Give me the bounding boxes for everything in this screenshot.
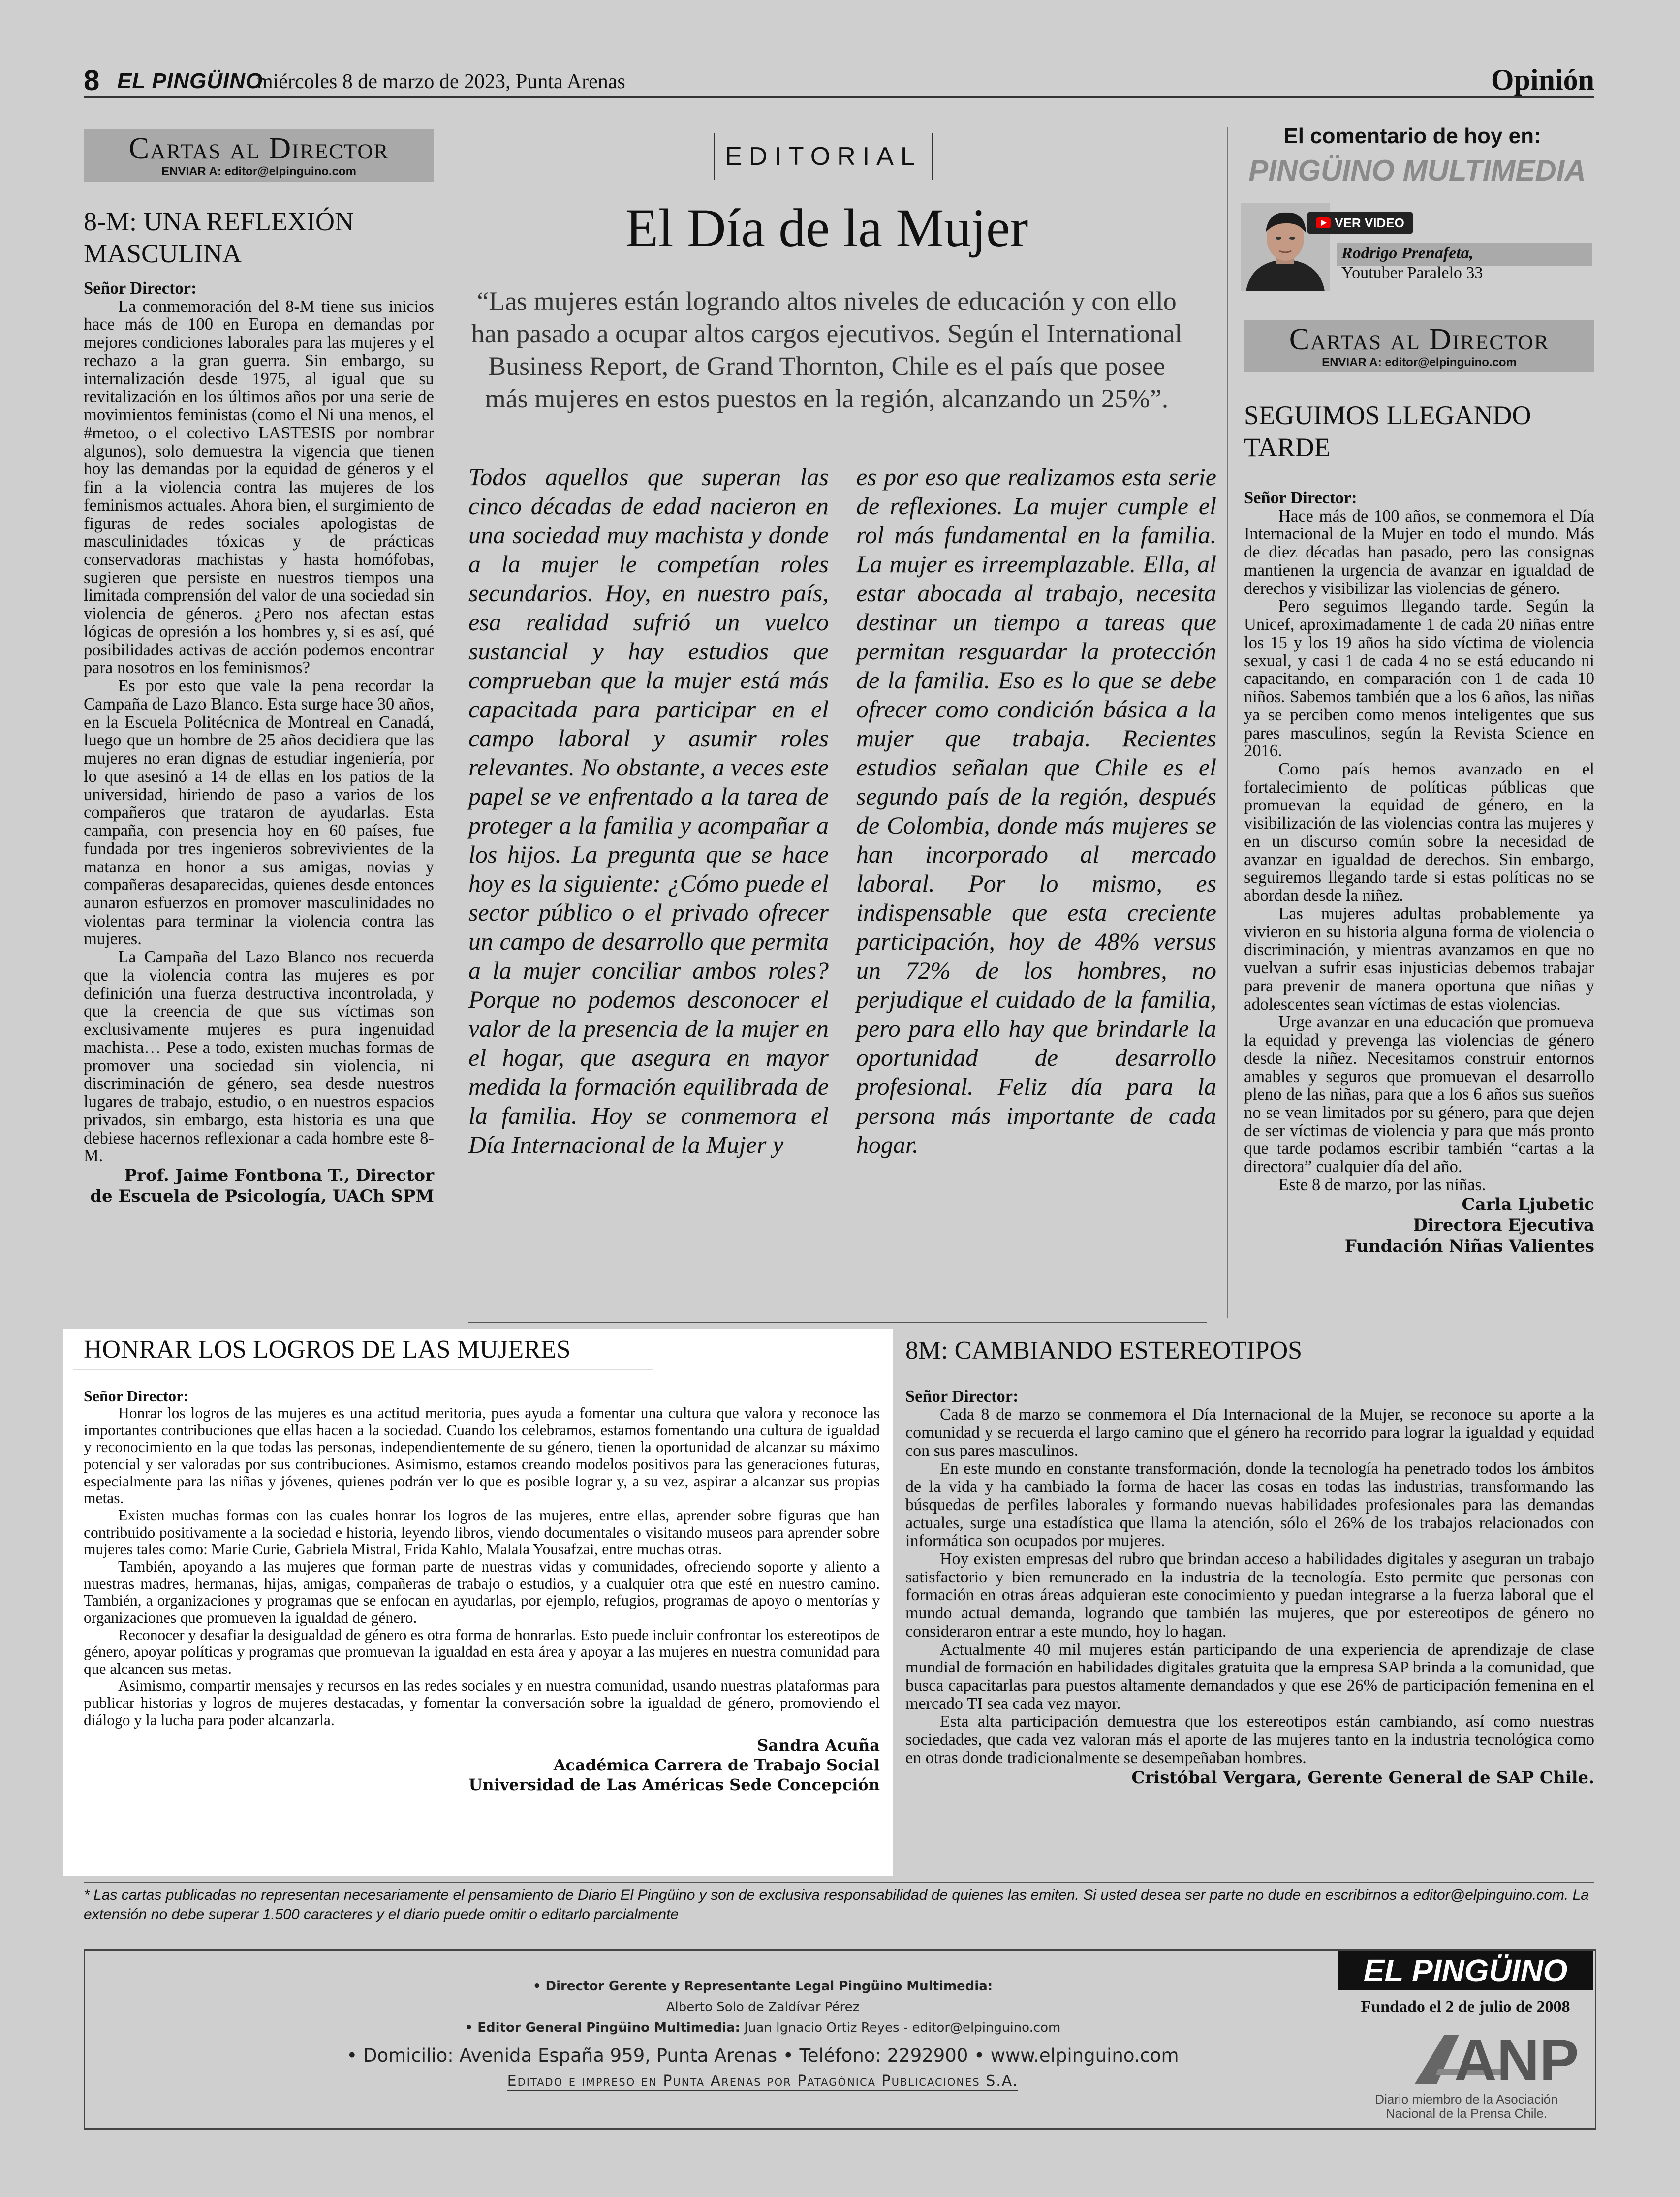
letter3-paragraph: Honrar los logros de las mujeres es una actitud meritoria, pues ayuda a fomentar una cultura que valora y reconoce las importantes contribuciones que ellas hacen a la sociedad. Cuando los celebramos, estamos fomentando una cultura de igualdad y reconocimiento en la que todas las personas, independientemente de su género, tienen la oportunidad de alcanzar su máximo potencial y ser valoradas por sus contribuciones. Asimismo, estamos creando modelos positivos para las generaciones futuras, especialmente para las niñas y jóvenes, quienes podrán ver lo que es posible lograr y, a su vez, aspirar a alcanzar sus propias metas. — [84, 1404, 880, 1507]
letter3-signature-line: Sandra Acuña — [757, 1736, 880, 1755]
anp-logo-text: ANP — [1454, 2027, 1579, 2093]
letter3-headline: HONRAR LOS LOGROS DE LAS MUJERES — [84, 1335, 571, 1363]
cartas-box-left — [84, 129, 434, 182]
letter1-headline — [84, 206, 438, 270]
founded-date: Fundado el 2 de julio de 2008 — [1361, 1998, 1570, 2016]
editorial-title: El Día de la Mujer — [625, 198, 1028, 258]
issue-date: miércoles 8 de marzo de 2023, Punta Arenas — [257, 70, 625, 93]
disclaimer-note: * Las cartas publicadas no representan necesariamente el pensamiento de Diario El Pingüino y son de exclusiva responsabilidad de quienes las emiten. Si usted desea ser parte no dude en escribirnos a editor@elpinguino.com. La extensión no debe superar 1.500 caracteres y el diario puede omitir o editarlo parcialmente — [84, 1887, 1589, 1922]
editorial-bottom-rule — [468, 1322, 1207, 1323]
letter3-paragraph: Reconocer y desafiar la desigualdad de género es otra forma de honrarlas. Esto puede incluir confrontar los estereotipos de género, apoyar políticas y programas que promuevan la igualdad en esta área y apoyar a las mujeres en nuestra comunidad para que alcancen sus metas. — [84, 1626, 880, 1677]
letter4-paragraph: Esta alta participación demuestra que los estereotipos están cambiando, así como nuestras sociedades, que cada vez valoran más el aporte de las mujeres tanto en la industria tecnológica como en otras donde tradicionalmente se desempeñaban hombres. — [905, 1712, 1594, 1767]
letter1-signature-line: de Escuela de Psicología, UACh SPM — [90, 1186, 434, 1207]
letter2-paragraph: Hace más de 100 años, se conmemora el Día Internacional de la Mujer en todo el mundo. Más de diez décadas han pasado, pero las consignas mantienen la urgencia de avanzar en igualdad de derechos y visibilizar las violencias de género. — [1244, 506, 1594, 598]
letter4-signature-line: Cristóbal Vergara, Gerente General de SAP Chile. — [1131, 1767, 1594, 1788]
anp-logo — [1407, 2022, 1579, 2093]
cartas-email: ENVIAR A: editor@elpinguino.com — [161, 165, 356, 179]
letter3-paragraph: También, apoyando a las mujeres que forman parte de nuestras vidas y comunidades, ofreciendo soporte y aliento a nuestras madres, hermanas, hijas, amigas, compañeras de trabajo o estudios, y a cualquier otra que esté en nuestro camino. También, a organizaciones y programas que se enfocan en ayudarlas, por ejemplo, refugios, programas de apoyo o mentorías y organizaciones que promueven la igualdad de género. — [84, 1557, 880, 1626]
letter1-signature-line: Prof. Jaime Fontbona T., Director — [124, 1165, 434, 1185]
letter3-signature-line: Académica Carrera de Trabajo Social — [553, 1756, 880, 1775]
header-rule — [84, 96, 1594, 98]
footer-editor — [98, 2020, 1427, 2035]
comentario-divider — [1227, 127, 1228, 1318]
footer-printed — [98, 2073, 1427, 2090]
letter3-body — [84, 1388, 880, 1795]
letter2-paragraph: Como país hemos avanzado en el fortalecimiento de políticas públicas que promuevan la equidad de género, en la visibilización de las violencias contra las mujeres y en un discurso común sobre la necesidad de avanzar en igualdad de derechos. Sin embargo, seguiremos llegando tarde si estas políticas no se abordan desde la niñez. — [1244, 760, 1594, 905]
letter4-salutation: Señor Director: — [905, 1387, 1019, 1406]
comentario-title: El comentario de hoy en: — [1283, 124, 1541, 148]
anp-membership — [1368, 2092, 1565, 2120]
letter1-signature — [84, 1165, 434, 1207]
letter3-paragraph: Existen muchas formas con las cuales honrar los logros de las mujeres, entre ellas, aprender sobre figuras que han contribuido positivamente a la sociedad e historia, leyendo libros, viendo documentales o visitando museos para aprender sobre mujeres tales como: Marie Curie, Gabriela Mistral, Frida Kahlo, Malala Yousafzai, entre muchas otras. — [84, 1507, 880, 1558]
ver-video-label: VER VIDEO — [1335, 216, 1404, 230]
letter2-signature-line: Carla Ljubetic — [1462, 1194, 1594, 1214]
footer-director-name: Alberto Solo de Zaldívar Pérez — [666, 2000, 860, 2014]
anp-membership-line: Nacional de la Prensa Chile. — [1385, 2105, 1548, 2121]
letter1-headline-line1: 8-M: UNA REFLEXIÓN — [84, 207, 354, 236]
letter2-body — [1244, 489, 1594, 1257]
disclaimer-rule — [84, 1882, 1594, 1883]
footer-editor-label: • Editor General Pingüino Multimedia: — [465, 2020, 740, 2035]
footer-editor-name: Juan Ignacio Ortiz Reyes - editor@elpinguino.com — [744, 2020, 1061, 2035]
letter1-paragraph: Es por esto que vale la pena recordar la Campaña de Lazo Blanco. Esta surge hace 30 años, en la Escuela Politécnica de Montreal en Canadá, luego que un hombre de 25 años decidiera que las mujeres no eran dignas de estudiar ingeniería, por lo que asesinó a 14 de ellas en los patios de la universidad, hiriendo de paso a varios de los compañeros que trataron de ayudarlas. Esta campaña, con presencia hoy en 60 países, fue fundada por tres ingenieros sobrevivientes de la matanza en honor a sus amigas, novias y compañeras desaparecidas, quienes desde entonces aunaron esfuerzos en promover masculinidades no violentas para terminar la violencia contra las mujeres. — [84, 677, 434, 949]
letter2-paragraph: Las mujeres adultas probablemente ya vivieron en su historia alguna forma de violencia o discriminación, y mientras avanzamos en que no vuelvan a sufrir esas injusticias debemos trabajar para prevenir de manera oportuna que niñas y adolescentes sean víctimas de estas violencias. — [1244, 904, 1594, 1014]
letter2-headline-line1: SEGUIMOS LLEGANDO — [1244, 401, 1531, 430]
footer-director-label: • Director Gerente y Representante Legal Pingüino Multimedia: — [532, 1979, 993, 1994]
letter3-paragraph: Asimismo, compartir mensajes y recursos en las redes sociales y en nuestra comunidad, usando nuestras plataformas para publicar historias y logros de mujeres destacadas, y fomentar la conversación sobre la igualdad de género, promoviendo el diálogo y la lucha para poder alcanzarla. — [84, 1677, 880, 1729]
cartas-title: Cartas al Director — [128, 132, 389, 165]
multimedia-brand: PINGÜINO MULTIMEDIA — [1248, 154, 1586, 187]
letter4-paragraph: Hoy existen empresas del rubro que brindan acceso a habilidades digitales y aseguran un trabajo satisfactorio y bien remunerado en la industria de la tecnología. Esto permite que personas con formación en otras áreas adquieran este conocimiento y puedan integrarse a la fuerza laboral que el mundo actual demanda, logrando que también las mujeres, que por estereotipos de género no consideraron entrar a este mundo, hoy lo hagan. — [905, 1550, 1594, 1640]
editorial-pullquote: “Las mujeres están logrando altos niveles de educación y con ello han pasado a ocupar altos cargos ejecutivos. Según el International Business Report, de Grand Thornton, Chile es el país que posee más mujeres en estos puestos en la región, alcanzando un 25%”. — [471, 286, 1182, 413]
footer-address: • Domicilio: Avenida España 959, Punta Arenas • Teléfono: 2292900 • www.elpinguino.com — [346, 2045, 1179, 2066]
letter4-paragraph: Cada 8 de marzo se conmemora el Día Internacional de la Mujer, se reconoce su aporte a la comunidad y se recuerda el largo camino que el género ha recorrido para lograr la igualdad y equidad con sus pares masculinos. — [905, 1405, 1594, 1460]
letter1-salutation: Señor Director: — [84, 279, 197, 298]
letter2-paragraph: Urge avanzar en una educación que promueva la equidad y prevenga las violencias de género desde la niñez. Necesitamos construir entornos amables y seguros que promuevan el desarrollo pleno de las niñas, para que a los 6 años sus sueños no se vean limitados por su género, para que dejen de ser víctimas de violencia y para que más pronto que tarde podamos escribir también “cartas a la directora” cualquier día del año. — [1244, 1013, 1594, 1176]
commentator-role: Youtuber Paralelo 33 — [1341, 264, 1483, 282]
letter2-paragraph: Este 8 de marzo, por las niñas. — [1278, 1175, 1486, 1194]
letter1-paragraph: La conmemoración del 8-M tiene sus inicios hace más de 100 en Europa en demandas por mejores condiciones laborales para las mujeres y el rechazo a la gran guerra. Sin embargo, su internalización desde 1975, al igual que su revitalización en los últimos años por una serie de movimientos feministas (como el Ni una menos, el #metoo, o el colectivo LASTESIS por nombrar algunos), solo demuestra la vigencia que tienen hoy las demandas por la equidad de géneros y el fin a la violencia contra las mujeres de los feminismos actuales. Ahora bien, el surgimiento de figuras de redes sociales apologistas de masculinidades tóxicas y de prácticas conservadoras machistas y hasta homófobas, sugieren que persiste en nuestros tiempos una limitada comprensión del valor de una sociedad sin violencia de géneros. ¿Pero nos afectan estas lógicas de opresión a los hombres y, si es así, qué posibilidades activas de acción podemos encontrar para nosotros en los feminismos? — [84, 297, 434, 678]
masthead-logo: EL PINGÜINO — [117, 69, 263, 93]
letter4-paragraph: Actualmente 40 mil mujeres están participando de una experiencia de aprendizaje de clase mundial de formación en habilidades digitales gratuita que la empresa SAP brinda a la comunidad, que busca capacitarlas para puestos altamente demandados y que ese 26% de participación femenina en el mercado TI sea cada vez mayor. — [905, 1640, 1594, 1713]
letter2-headline — [1244, 400, 1594, 464]
cartas-email: ENVIAR A: editor@elpinguino.com — [1322, 356, 1517, 370]
ver-video-button[interactable] — [1307, 212, 1413, 234]
page-number: 8 — [84, 64, 100, 96]
cartas-box-right — [1244, 320, 1594, 372]
letter4-signature — [905, 1767, 1594, 1789]
cartas-title: Cartas al Director — [1289, 323, 1550, 356]
section-title: Opinión — [1491, 63, 1594, 96]
letter4-paragraph: En este mundo en constante transformación, donde la tecnología ha penetrado todos los ámbitos de la vida y ha cambiado la forma de hacer las cosas en todas las industrias, transformando las búsquedas de perfiles laborales y formando nuevas habilidades profesionales para las demandas actuales, surge una estadística que llama la atención, sólo el 26% de los trabajos relacionados con informática son ocupados por mujeres. — [905, 1459, 1594, 1550]
play-icon — [1316, 217, 1331, 228]
letter4-headline: 8M: CAMBIANDO ESTEREOTIPOS — [905, 1336, 1303, 1364]
letter2-signature-line: Fundación Niñas Valientes — [1344, 1236, 1594, 1256]
editorial-column-2: es por eso que realizamos esta serie de reflexiones. La mujer cumple el rol más fundamental en la familia. La mujer es irreemplazable. Ella, al estar abocada al trabajo, necesita destinar un tiempo a tareas que permitan resguardar la protección de la familia. Eso es lo que se debe ofrecer como condición básica a la mujer que trabaja. Recientes estudios señalan que Chile es el segundo país de la región, después de Colombia, donde más mujeres se han incorporado al mercado laboral. Por lo mismo, es indispensable que esta creciente participación, hoy de 48% versus un 72% de los hombres, no perjudique el cuidado de la familia, pero para ello hay que brindarle la oportunidad de desarrollo profesional. Feliz día para la persona más importante de cada hogar. — [856, 463, 1216, 1158]
letter3-signature-line: Universidad de Las Américas Sede Concepción — [468, 1775, 880, 1795]
letter2-signature-line: Directora Ejecutiva — [1413, 1215, 1594, 1236]
letter3-signature — [84, 1735, 880, 1795]
letter2-signature — [1244, 1194, 1594, 1257]
letter1-body — [84, 279, 434, 1207]
editorial-column-1: Todos aquellos que superan las cinco décadas de edad nacieron en una sociedad muy machista y donde a la mujer le competían roles secundarios. Hoy, en nuestro país, esa realidad sufrió un vuelco sustancial y hay estudios que comprueban que la mujer está más capacitada para participar en el campo laboral y asumir roles relevantes. No obstante, a veces este papel se ve enfrentado a la tarea de proteger a la familia y acompañar a los hijos. La pregunta que se hace hoy es la siguiente: ¿Cómo puede el sector público o el privado ofrecer un campo de desarrollo que permita a la mujer conciliar ambos roles? Porque no podemos desconocer el valor de la presencia de la mujer en el hogar, que asegura en mayor medida la formación equilibrada de la familia. Hoy se conmemora el Día Internacional de la Mujer y — [468, 463, 829, 1158]
letter1-paragraph: La Campaña del Lazo Blanco nos recuerda que la violencia contra las mujeres es por definición una fuerza destructiva incontrolada, y que la creencia de que sus víctimas son exclusivamente mujeres es pura ingenuidad machista… Pese a todo, existen muchas formas de promover una sociedad sin violencia, ni discriminación de género, sea desde nuestros lugares de trabajo, estudio, o en nuestros espacios privados, sin embargo, esta historia es una que debiese hacernos reflexionar a cada hombre este 8-M. — [84, 948, 434, 1166]
letter4-body — [905, 1388, 1594, 1788]
letter2-salutation: Señor Director: — [1244, 489, 1357, 507]
anp-membership-line: Diario miembro de la Asociación — [1375, 2092, 1558, 2106]
footer-logo: EL PINGÜINO — [1338, 1951, 1593, 1990]
footer-printed-text: Editado e impreso en Punta Arenas por Patagónica Publicaciones S.A. — [507, 2073, 1019, 2090]
letter3-salutation: Señor Director: — [84, 1387, 188, 1405]
letter2-headline-line2: TARDE — [1244, 432, 1331, 462]
editorial-label: EDITORIAL — [714, 133, 933, 180]
letter1-headline-line2: MASCULINA — [84, 238, 242, 268]
letter2-paragraph: Pero seguimos llegando tarde. Según la Unicef, aproximadamente 1 de cada 20 niñas entre los 15 y los 19 años ha sido víctima de violencia sexual, y casi 1 de cada 4 no se está educando ni capacitando, en comparación con 1 de cada 10 niños. Sabemos también que a los 6 años, las niñas ya se perciben como menos inteligentes que sus pares masculinos, según la Revista Science en 2016. — [1244, 597, 1594, 761]
commentator-name: Rodrigo Prenafeta, — [1341, 244, 1474, 262]
